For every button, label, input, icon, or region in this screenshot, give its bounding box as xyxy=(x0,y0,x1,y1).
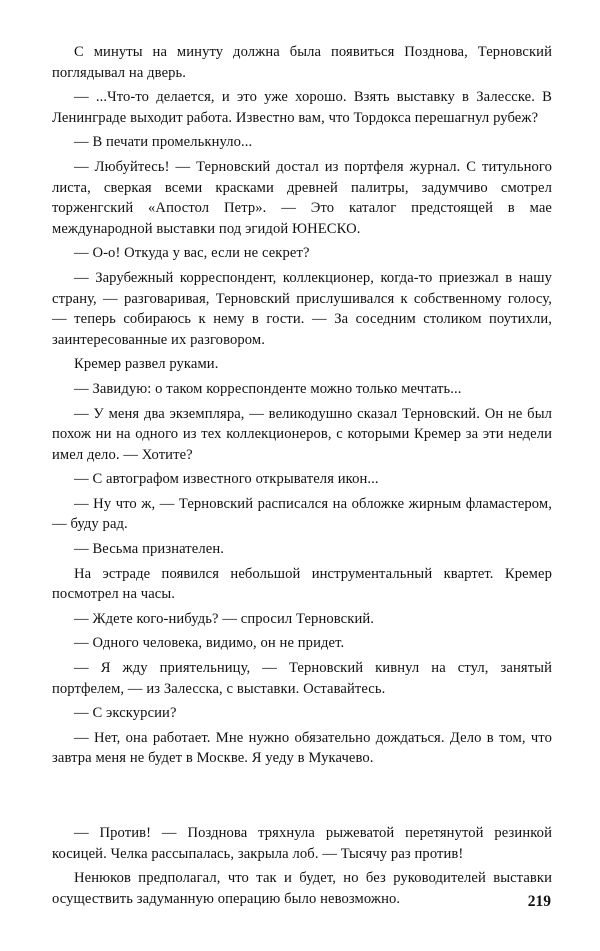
paragraph: Ненюков предполагал, что так и будет, но без руководителей выставки осуществить задуманную операцию было невозможно. xyxy=(52,870,552,907)
paragraph: — Зарубежный корреспондент, коллекционер, когда-то приезжал в нашу страну, — разговаривая, Терновский прислушивался к собственному голосу, — теперь собираюсь к нему в гости. — За соседним столиком поутихли, заинтересованные их разговором. xyxy=(52,269,552,348)
paragraph: — У меня два экземпляра, — великодушно сказал Терновский. Он не был похож ни на одного из тех коллекционеров, с которыми Кремер за эти недели имел дело. — Хотите? xyxy=(52,405,552,463)
paragraph: — В печати промелькнуло... xyxy=(74,134,253,151)
paragraph: — Против! — Позднова тряхнула рыжеватой перетянутой резинкой косицей. Челка рассыпалась, закрыла лоб. — Тысячу раз против! xyxy=(52,825,552,862)
book-page xyxy=(52,42,552,913)
paragraph: С минуты на минуту должна была появиться Позднова, Терновский поглядывал на дверь. xyxy=(52,44,552,81)
paragraph: — Я жду приятельницу, — Терновский кивнул на стул, занятый портфелем, — из Залесска, с выставки. Оставайтесь. xyxy=(52,660,552,697)
paragraph: — С экскурсии? xyxy=(74,705,177,722)
paragraph: На эстраде появился небольшой инструментальный квартет. Кремер посмотрел на часы. xyxy=(52,565,552,603)
section-break xyxy=(52,773,552,823)
paragraph: Кремер развел руками. xyxy=(74,356,219,373)
paragraph: — Завидую: о таком корреспонденте можно только мечтать... xyxy=(74,380,462,397)
paragraph: — Любуйтесь! — Терновский достал из портфеля журнал. С титульного листа, сверкая всеми красками древней палитры, задумчиво смотрел торженгский «Апостол Петр». — Это каталог предстоящей в мае международной выставки под эгидой ЮНЕСКО. xyxy=(52,158,552,237)
paragraph: — Весьма признателен. xyxy=(74,541,224,558)
paragraph: — Ну что ж, — Терновский расписался на обложке жирным фламастером, — буду рад. xyxy=(52,495,552,533)
paragraph: — С автографом известного открывателя икон... xyxy=(74,471,379,488)
paragraph: — Ждете кого-нибудь? — спросил Терновский. xyxy=(74,610,375,627)
paragraph: — ...Что-то делается, и это уже хорошо. Взять выставку в Залесске. В Ленинграде выходит работа. Известно вам, что Тордокса перешагнул рубеж? xyxy=(52,89,552,126)
text-section-1 xyxy=(52,42,552,769)
paragraph: — Одного человека, видимо, он не придет. xyxy=(74,635,345,652)
text-section-2 xyxy=(52,823,552,909)
paragraph: — О-о! Откуда у вас, если не секрет? xyxy=(74,245,310,262)
paragraph: — Нет, она работает. Мне нужно обязательно дождаться. Дело в том, что завтра меня не будет в Москве. Я уеду в Мукачево. xyxy=(52,729,552,767)
page-number: 219 xyxy=(527,893,551,910)
